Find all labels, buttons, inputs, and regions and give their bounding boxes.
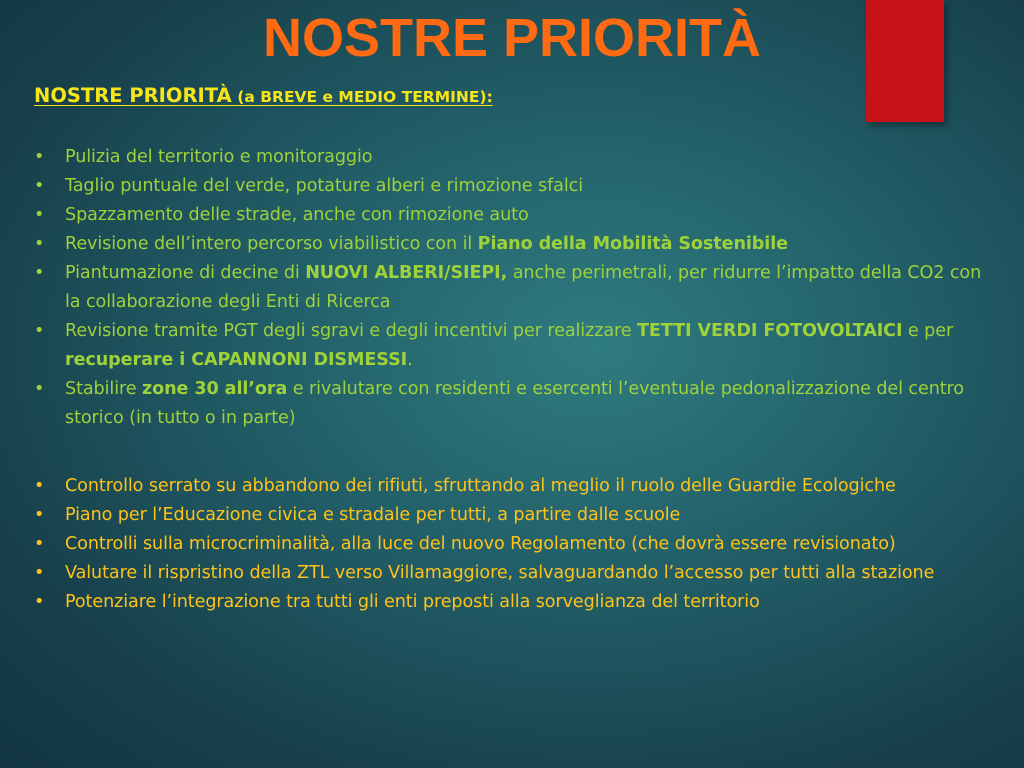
- bullet-icon: •: [34, 505, 45, 525]
- section-heading: [34, 84, 493, 107]
- item-highlight: TETTI VERDI FOTOVOLTAICI: [637, 321, 903, 341]
- item-highlight: zone 30 all’ora: [141, 379, 288, 399]
- item-highlight: NUOVI ALBERI/SIEPI,: [305, 263, 508, 283]
- list-item: [34, 375, 994, 433]
- list-item: [34, 530, 994, 559]
- list-item: [34, 259, 994, 317]
- bullet-icon: •: [34, 263, 45, 283]
- medium-term-priorities-list: [34, 472, 994, 617]
- item-text: Piantumazione di decine di: [65, 263, 306, 283]
- list-item: [34, 559, 994, 588]
- list-item: [34, 230, 994, 259]
- item-text: Revisione dell’intero percorso viabilistico con il: [65, 234, 478, 254]
- section-heading-main: NOSTRE PRIORITÀ: [34, 84, 232, 107]
- item-text: Controlli sulla microcriminalità, alla luce del nuovo Regolamento (che dovrà essere revisionato): [65, 534, 896, 554]
- list-item: [34, 472, 994, 501]
- list-item: [34, 588, 994, 617]
- item-text: Taglio puntuale del verde, potature alberi e rimozione sfalci: [65, 176, 584, 196]
- bullet-icon: •: [34, 592, 45, 612]
- item-text: Pulizia del territorio e monitoraggio: [65, 147, 373, 167]
- section-heading-qualifier: (a BREVE e MEDIO TERMINE):: [237, 88, 493, 106]
- item-text: Valutare il rispristino della ZTL verso Villamaggiore, salvaguardando l’accesso per tutti alla stazione: [65, 563, 935, 583]
- item-text: anche perimetrali, per ridurre l’impatto della CO2 con la collaborazione degli Enti di Ricerca: [65, 263, 982, 312]
- bullet-icon: •: [34, 563, 45, 583]
- bullet-icon: •: [34, 321, 45, 341]
- item-text: Spazzamento delle strade, anche con rimozione auto: [65, 205, 529, 225]
- item-text: Controllo serrato su abbandono dei rifiuti, sfruttando al meglio il ruolo delle Guardie Ecologiche: [65, 476, 896, 496]
- item-highlight: recuperare i CAPANNONI DISMESSI: [65, 350, 408, 370]
- bullet-icon: •: [34, 205, 45, 225]
- short-term-priorities-list: [34, 143, 994, 433]
- item-text: .: [407, 350, 413, 370]
- list-item: [34, 501, 994, 530]
- item-text: Piano per l’Educazione civica e stradale per tutti, a partire dalle scuole: [65, 505, 681, 525]
- bullet-icon: •: [34, 176, 45, 196]
- list-item: [34, 143, 994, 172]
- bullet-icon: •: [34, 234, 45, 254]
- item-text: e per: [902, 321, 954, 341]
- bullet-icon: •: [34, 379, 45, 399]
- bullet-icon: •: [34, 476, 45, 496]
- item-text: Potenziare l’integrazione tra tutti gli enti preposti alla sorveglianza del territorio: [65, 592, 760, 612]
- slide-title: NOSTRE PRIORITÀ: [262, 8, 762, 68]
- list-item: [34, 201, 994, 230]
- item-text: Revisione tramite PGT degli sgravi e degli incentivi per realizzare: [65, 321, 637, 341]
- item-text: e rivalutare con residenti e esercenti l’eventuale pedonalizzazione del centro storico (in tutto o in parte): [65, 379, 964, 428]
- bullet-icon: •: [34, 534, 45, 554]
- bullet-icon: •: [34, 147, 45, 167]
- list-item: [34, 317, 994, 375]
- item-text: Stabilire: [65, 379, 142, 399]
- item-highlight: Piano della Mobilità Sostenibile: [477, 234, 788, 254]
- list-item: [34, 172, 994, 201]
